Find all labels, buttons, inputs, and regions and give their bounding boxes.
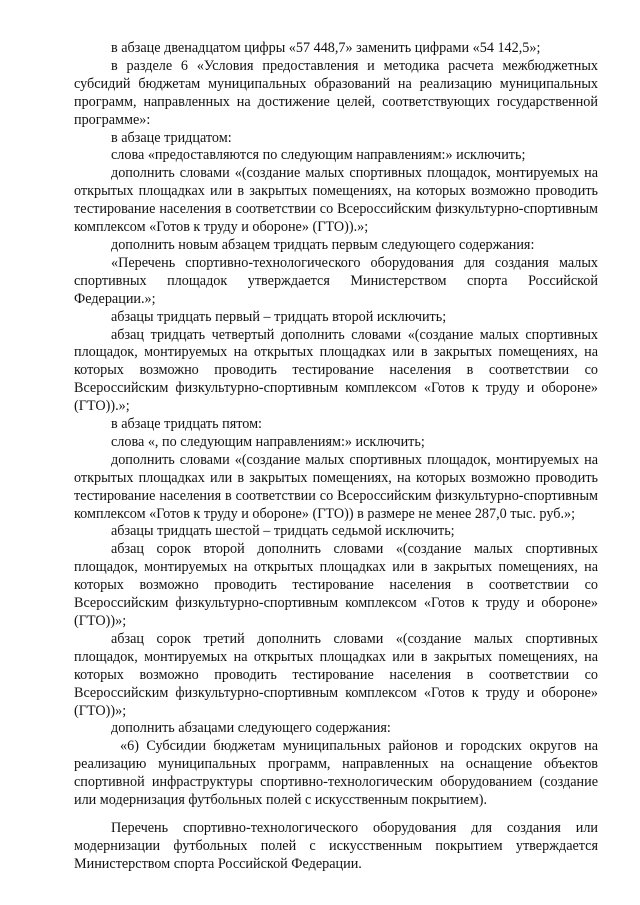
- paragraph-2: в разделе 6 «Условия предоставления и методика расчета межбюджетных субсидий бюджетам муниципальных образований на реализацию муниципальных программ, направленных на достижение целей, соответствующих государственной программе»:: [74, 57, 598, 128]
- paragraph-1: в абзаце двенадцатом цифры «57 448,7» заменить цифрами «54 142,5»;: [111, 40, 541, 56]
- paragraph-9: абзац тридцать четвертый дополнить словами «(создание малых спортивных площадок, монтируемых на открытых площадках или в закрытых помещениях, на которых возможно проводить тестирование населения в соответствии со Всероссийским физкультурно-спортивным комплексом «Готов к труду и обороне» (ГТО)).»;: [74, 326, 598, 415]
- paragraph-11: слова «, по следующим направлениям:» исключить;: [111, 433, 425, 450]
- paragraph-3: в абзаце тридцатом:: [111, 129, 232, 146]
- paragraph-5: дополнить словами «(создание малых спортивных площадок, монтируемых на открытых площадках или в закрытых помещениях, на которых возможно проводить тестирование населения в соответствии со Всероссийским физкультурно-спортивным комплексом «Готов к труду и обороне» (ГТО)).»;: [74, 165, 598, 236]
- paragraph-13: абзацы тридцать шестой – тридцать седьмой исключить;: [111, 523, 455, 540]
- paragraph-12: дополнить словами «(создание малых спортивных площадок, монтируемых на открытых площадках или в закрытых помещениях, на которых возможно проводить тестирование населения в соответствии со Всероссийским физкультурно-спортивным комплексом «Готов к труду и обороне» (ГТО)) в размере не менее 287,0 тыс. руб.»;: [74, 451, 598, 522]
- paragraph-4: слова «предоставляются по следующим направлениям:» исключить;: [111, 147, 526, 164]
- paragraph-14: абзац сорок второй дополнить словами «(создание малых спортивных площадок, монтируемых на открытых площадках или в закрытых помещениях, на которых возможно проводить тестирование населения в соответствии со Всероссийским физкультурно-спортивным комплексом «Готов к труду и обороне» (ГТО))»;: [74, 541, 598, 629]
- paragraph-7: «Перечень спортивно-технологического оборудования для создания малых спортивных площадок утверждается Министерством спорта Российской Федерации.»;: [74, 254, 598, 307]
- paragraph-17: «6) Субсидии бюджетам муниципальных районов и городских округов на реализацию муниципальных программ, направленных на оснащение объектов спортивной инфраструктуры спортивно-технологическим оборудованием (создание или модернизация футбольных полей с искусственным покрытием).: [74, 738, 598, 809]
- paragraph-gap: [74, 810, 598, 820]
- paragraph-16: дополнить абзацами следующего содержания:: [111, 720, 391, 737]
- paragraph-6: дополнить новым абзацем тридцать первым следующего содержания:: [111, 236, 535, 253]
- paragraph-10: в абзаце тридцать пятом:: [111, 416, 262, 433]
- paragraph-8: абзацы тридцать первый – тридцать второй исключить;: [111, 308, 447, 325]
- paragraph-18: Перечень спортивно-технологического оборудования для создания или модернизации футбольных полей с искусственным покрытием утверждается Министерством спорта Российской Федерации.: [74, 819, 598, 872]
- paragraph-15: абзац сорок третий дополнить словами «(создание малых спортивных площадок, монтируемых на открытых площадках или в закрытых помещениях, на которых возможно проводить тестирование населения в соответствии со Всероссийским физкультурно-спортивным комплексом «Готов к труду и обороне» (ГТО))»;: [74, 630, 598, 719]
